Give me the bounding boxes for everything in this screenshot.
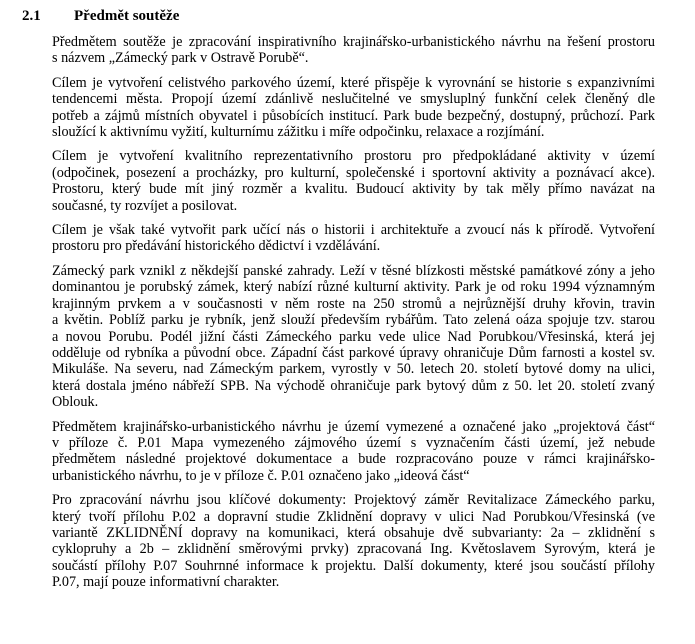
paragraph-line: Cílem je vytvoření kvalitního reprezentativního prostoru pro předpokládané aktivity v území [52,148,655,165]
paragraph-line: s názvem „Zámecký park v Ostravě Porubě“. [52,50,309,67]
paragraph-line: a květin. Poblíž parku je rybník, jenž slouží především rybářům. Tato zelená oáza spojuje tzv. starou [52,312,655,329]
paragraph [52,34,655,67]
paragraph-line: Cílem je vytvoření celistvého parkového území, které přispěje k vyrovnání se historie s expanzivními [52,74,655,91]
paragraph-line: která dostala jméno nábřeží SPB. Na východě ohraničuje park bytový dům z 50. let 20. století zvaný [52,377,655,394]
paragraph-line: Prostoru, který bude mít jiný rozměr a kvalitu. Budoucí aktivity by tak měly přímo navázat na [52,181,655,198]
paragraph-line: předmětem následné projektové dokumentace a bude rozpracováno pouze v rámci krajinářsko- [52,451,655,468]
paragraph-line: Předmětem soutěže je zpracování inspirativního krajinářsko-urbanistického návrhu na řešení prostoru [52,34,655,50]
paragraph-line: sloužící k aktivnímu vyžití, kulturnímu zážitku i míře odpočinku, relaxace a rozjímání. [52,124,545,141]
paragraph-line: tendencemi města. Propojí území zdánlivě neslučitelné ve smysluplný funkční celek členěný dle [52,91,655,108]
paragraph [52,148,655,214]
paragraph-line: Cílem je však také vytvořit park učící nás o historii i architektuře a zvoucí nás k přírodě. Vytvoření [52,222,655,239]
paragraph-line: Zámecký park vznikl z někdejší panské zahrady. Leží v těsné blízkosti městské památkové zóny a jeho [52,262,655,279]
paragraph-line: dominantou je porubský zámek, který nabízí různé kulturní aktivity. Park je od roku 1994 významným [52,279,655,296]
section-number: 2.1 [22,8,41,24]
paragraph [52,263,655,411]
section-title: Předmět soutěže [74,8,180,24]
paragraph-line: krajinným prvkem a v současnosti v něm roste na 250 stromů a nejrůznější druhy křovin, travin [52,295,655,312]
paragraph-line: prostoru pro předávání historického dědictví i vzdělávání. [52,238,381,255]
paragraph-line: cyklopruhy a 2b – zklidnění směrovými prvky) zpracovaná Ing. Květoslavem Syrovým, která je [52,541,655,558]
section-body [52,34,655,599]
paragraph-line: součástí přílohy P.07 Souhrnné informace k projektu. Další dokumenty, které jsou součástí přílohy [52,557,655,574]
paragraph-line: současné, ty rozvíjet a posilovat. [52,197,238,214]
paragraph-line: v příloze č. P.01 Mapa vymezeného zájmového území s vyznačením části území, jež nebude [52,434,655,451]
paragraph [52,75,655,141]
paragraph-line: a novou Porubu. Podél jižní části Zámeckého parku vede ulice Nad Porubkou/Vřesinská, která jej [52,328,655,345]
paragraph-line: Mikuláše. Na severu, nad Zámeckým parkem, vyrostly v 50. letech 20. století bytové domy na ulici, [52,361,655,378]
paragraph-line: (odpočinek, posezení a procházky, pro kulturní, společenské i sportovní aktivity a poznávací akce). [52,164,655,181]
paragraph-line: urbanistického návrhu, to je v příloze č. P.01 označeno jako „ideová část“ [52,467,470,484]
paragraph-line: P.07, mají pouze informativní charakter. [52,574,280,591]
paragraph [52,222,655,255]
paragraph-line: Pro zpracování návrhu jsou klíčové dokumenty: Projektový záměr Revitalizace Zámeckého parku, [52,492,655,509]
paragraph-line: Oblouk. [52,394,99,411]
paragraph-line: variantě ZKLIDNĚNÍ dopravy na komunikaci, která obsahuje dvě subvarianty: 2a – zklidnění s [52,524,655,541]
paragraph-line: odděluje od rybníka a původní obce. Západní část parkové úpravy ohraničuje Dům farnosti a kostel sv. [52,344,655,361]
section-heading [22,6,179,26]
paragraph-line: potřeb a zájmů místních obyvatel i působících institucí. Park bude bezpečný, dostupný, průchozí. Park [52,107,655,124]
paragraph-line: který tvoří přílohu P.02 a dopravní studie Zklidnění dopravy v ulici Nad Porubkou/Vřesinská (ve [52,508,655,525]
paragraph-line: Předmětem krajinářsko-urbanistického návrhu je území vymezené a označené jako „projektová část“ [52,418,655,435]
paragraph [52,492,655,590]
paragraph [52,419,655,485]
